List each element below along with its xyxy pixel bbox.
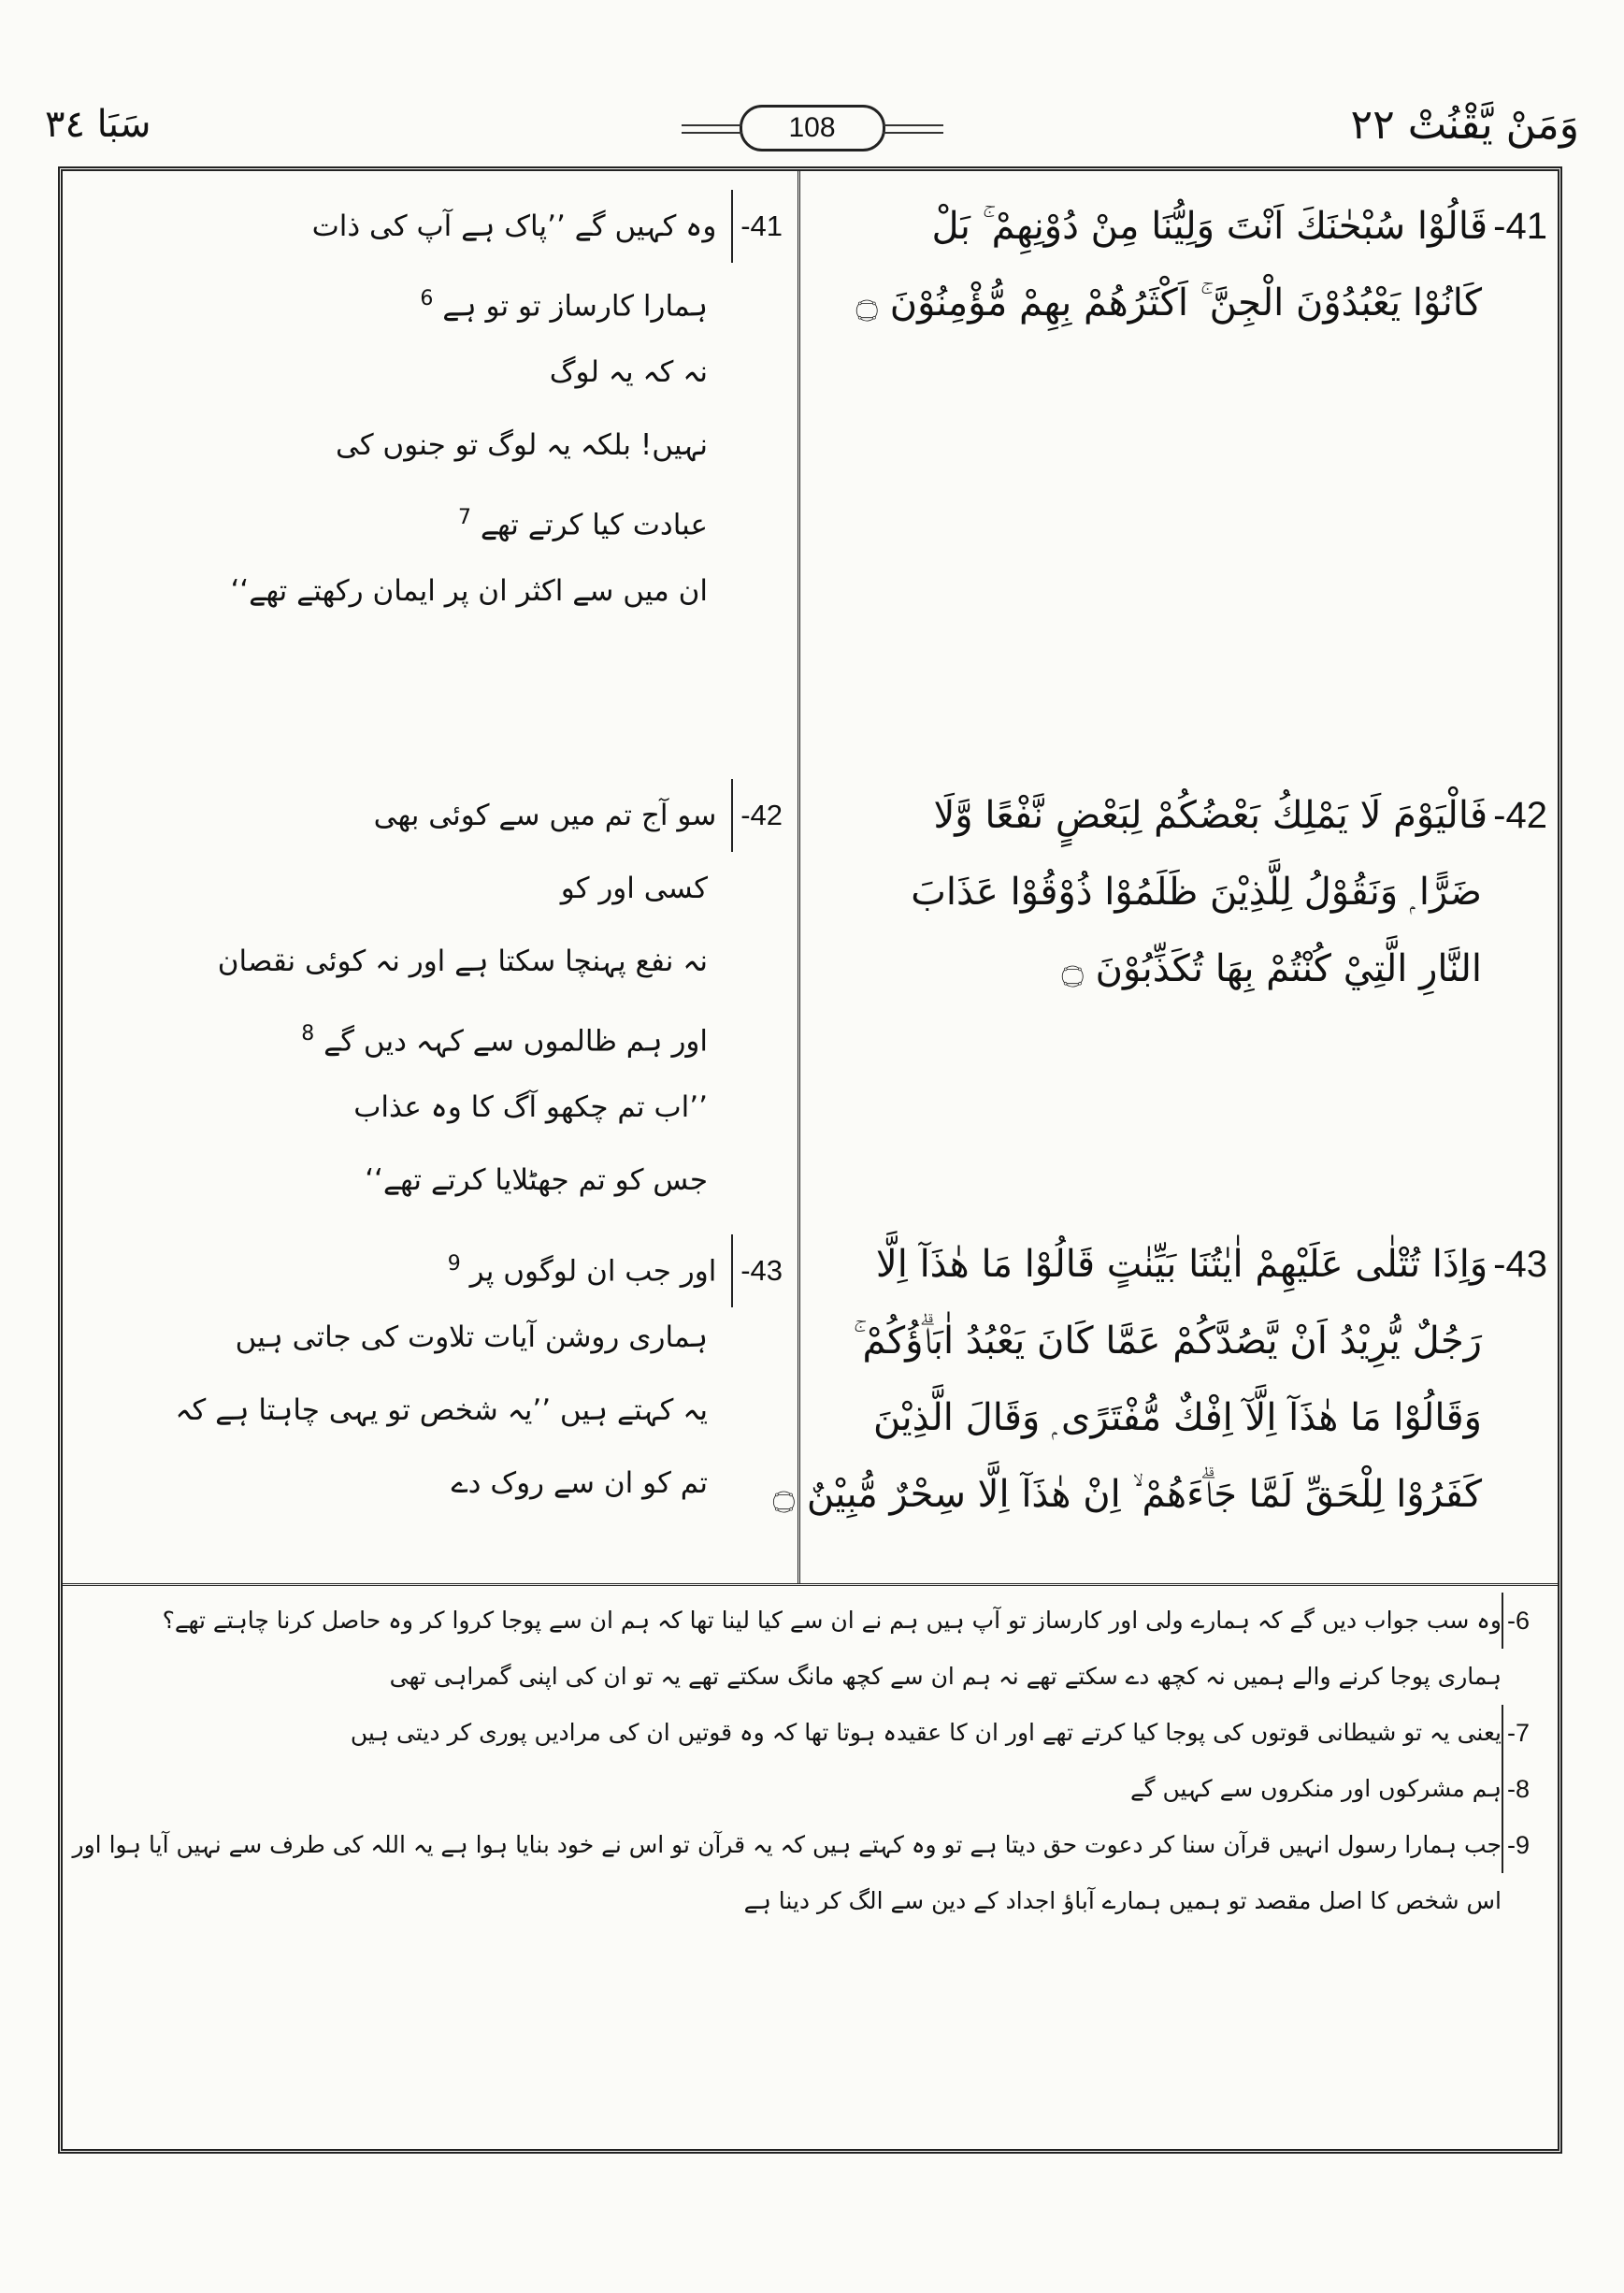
urdu-line: نہ نفع پہنچا سکتا ہے اور نہ کوئی نقصان: [217, 945, 708, 978]
urdu-line: ’’اب تم چکھو آگ کا وہ عذاب: [353, 1090, 708, 1124]
urdu-translation-41: [72, 190, 783, 627]
urdu-line: یہ کہتے ہیں ’’یہ شخص تو یہی چاہتا ہے کہ: [175, 1393, 708, 1427]
surah-name: سَبَا ٣٤: [45, 103, 151, 146]
column-divider: [798, 171, 800, 1583]
arabic-line: ضَرًّا ۭ وَنَقُوْلُ لِلَّذِيْنَ ظَلَمُوْا ذُوْقُوْا عَذَابَ: [911, 871, 1482, 914]
urdu-line: اور ہم ظالموں سے کہہ دیں گے: [323, 1024, 708, 1059]
footnotes: [63, 1593, 1558, 1929]
arabic-column: [772, 171, 1559, 1583]
verse-number: 41-: [731, 190, 783, 263]
urdu-line: جس کو تم جھٹلایا کرتے تھے‘‘: [365, 1163, 708, 1197]
verse-number: 41-: [1493, 206, 1547, 247]
arabic-verse-41: [811, 188, 1547, 341]
urdu-line: سو آج تم میں سے کوئی بھی: [373, 799, 717, 832]
arabic-line: كَانُوْا يَعْبُدُوْنَ الْجِنَّ ۚ اَكْثَرُهُمْ بِهِمْ مُّؤْمِنُوْنَ ۝: [855, 281, 1482, 324]
arabic-line: النَّارِ الَّتِيْ كُنْتُمْ بِهَا تُكَذِّبُوْنَ ۝: [1061, 947, 1482, 990]
urdu-column: [63, 171, 792, 1583]
arabic-verse-43: [772, 1226, 1547, 1533]
arabic-verse-42: [811, 777, 1547, 1007]
footnote-line: اس شخص کا اصل مقصد تو ہمیں ہمارے آباؤ اجداد کے دین سے الگ کر دینا ہے: [743, 1887, 1502, 1914]
arabic-line: رَجُلٌ يُّرِيْدُ اَنْ يَّصُدَّكُمْ عَمَّا كَانَ يَعْبُدُ اٰبَاۗؤُكُمْ ۚ: [853, 1320, 1482, 1363]
footnote-number: 6-: [1502, 1593, 1552, 1649]
urdu-line: نہیں! بلکہ یہ لوگ تو جنوں کی: [335, 428, 708, 462]
footnote-line: ہم مشرکوں اور منکروں سے کہیں گے: [1130, 1775, 1502, 1802]
urdu-translation-43: [72, 1228, 783, 1520]
footnote-line: جب ہمارا رسول انہیں قرآن سنا کر دعوت حق دیتا ہے تو وہ کہتے ہیں کہ یہ قرآن تو اس نے خود بنایا ہوا ہے یہ اللہ کی طرف سے نہیں آیا ہوا اور: [72, 1831, 1502, 1858]
urdu-line: عبادت کیا کرتے تھے: [480, 508, 708, 542]
footnote-line: ہماری پوجا کرنے والے ہمیں نہ کچھ دے سکتے تھے نہ ہم ان سے کچھ مانگ سکتے تھے یہ تو ان کی اپنی گمراہی تھی: [389, 1663, 1502, 1690]
footnote: [63, 1761, 1558, 1817]
footnote-mark: 6: [420, 287, 434, 310]
page-number: 108: [740, 105, 885, 151]
footnote: [63, 1705, 1558, 1761]
page-header: [0, 0, 1624, 164]
footnote: [63, 1817, 1558, 1929]
verse-number: 43-: [1493, 1244, 1547, 1285]
footnote-number: 8-: [1502, 1761, 1552, 1817]
footnote-mark: 9: [447, 1252, 461, 1276]
urdu-line: تم کو ان سے روک دے: [451, 1466, 708, 1500]
verse-number: 42-: [731, 779, 783, 852]
urdu-line: نہ کہ یہ لوگ: [549, 355, 708, 389]
arabic-line: وَاِذَا تُتْلٰى عَلَيْهِمْ اٰيٰتُنَا بَيِّنٰتٍ قَالُوْا مَا هٰذَآ اِلَّا: [875, 1243, 1488, 1286]
footnotes-divider: [63, 1583, 1558, 1586]
verse-number: 43-: [731, 1234, 783, 1307]
footnote: [63, 1593, 1558, 1705]
footnote-mark: 7: [457, 506, 471, 529]
arabic-line: قَالُوْا سُبْحٰنَكَ اَنْتَ وَلِيُّنَا مِنْ دُوْنِهِمْ ۚ بَلْ: [931, 205, 1488, 248]
urdu-line: وہ کہیں گے ’’پاک ہے آپ کی ذات: [311, 209, 717, 243]
urdu-line: ہمارا کارساز تو تو ہے: [442, 289, 708, 324]
arabic-line: وَقَالُوْا مَا هٰذَآ اِلَّآ اِفْكٌ مُّفْتَرًى ۭ وَقَالَ الَّذِيْنَ: [873, 1396, 1482, 1439]
urdu-line: ان میں سے اکثر ان پر ایمان رکھتے تھے‘‘: [230, 574, 708, 608]
footnote-mark: 8: [301, 1022, 315, 1046]
arabic-line: فَالْيَوْمَ لَا يَمْلِكُ بَعْضُكُمْ لِبَعْضٍ نَّفْعًا وَّلَا: [933, 794, 1488, 837]
page-frame: [58, 166, 1562, 2154]
para-name: وَمَنْ يَّقْنُتْ ٢٢: [1350, 101, 1579, 149]
urdu-line: کسی اور کو: [560, 872, 708, 905]
footnote-line: یعنی یہ تو شیطانی قوتوں کی پوجا کیا کرتے تھے اور ان کا عقیدہ ہوتا تھا کہ وہ قوتیں ان کی مرادیں پوری کر دیتی ہیں: [350, 1719, 1502, 1746]
footnote-line: وہ سب جواب دیں گے کہ ہمارے ولی اور کارساز تو آپ ہیں ہم نے ان سے کیا لینا تھا کہ ہم ان سے پوجا کروا کر وہ حاصل کرنا چاہتے تھے؟: [162, 1607, 1502, 1634]
urdu-line: ہماری روشن آیات تلاوت کی جاتی ہیں: [235, 1320, 708, 1354]
arabic-line: كَفَرُوْا لِلْحَقِّ لَمَّا جَاۗءَهُمْ ۙ اِنْ هٰذَآ اِلَّا سِحْرٌ مُّبِيْنٌ ۝: [772, 1473, 1482, 1516]
urdu-line: اور جب ان لوگوں پر: [469, 1254, 717, 1289]
verse-number: 42-: [1493, 795, 1547, 836]
urdu-translation-42: [72, 779, 783, 1217]
footnote-number: 7-: [1502, 1705, 1552, 1761]
footnote-number: 9-: [1502, 1817, 1552, 1873]
